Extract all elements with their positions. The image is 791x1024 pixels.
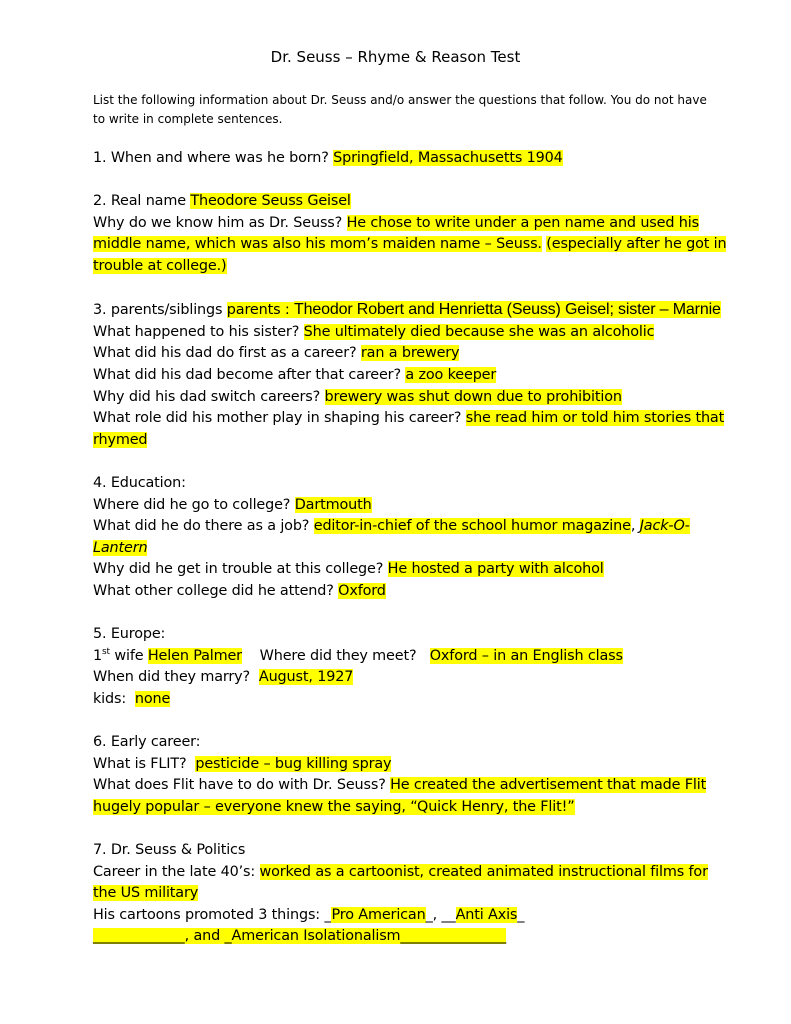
question-text: Career in the late 40’s: bbox=[93, 863, 256, 880]
question-3f bbox=[93, 408, 733, 451]
answer-text: she read him or told him stories that rhymed bbox=[93, 410, 725, 448]
answer-text: Dartmouth bbox=[294, 496, 372, 513]
question-text: What is FLIT? bbox=[93, 755, 187, 772]
question-text: Where did they meet? bbox=[259, 647, 417, 664]
answer-text: worked as a cartoonist, created animated instructional films for the US military bbox=[93, 863, 708, 902]
answer-text: August, 1927 bbox=[258, 669, 354, 686]
section-5-heading: 5. Europe: bbox=[93, 626, 166, 643]
answer-text: He created the advertisement that made Flit hugely popular – everyone knew the saying, “Quick Henry, the Flit!” bbox=[93, 777, 707, 815]
question-text: 3. parents/siblings bbox=[93, 302, 223, 319]
question-7b: His cartoons promoted 3 things: _Pro American_, __Anti Axis_ bbox=[93, 906, 525, 923]
answer-text: a zoo keeper bbox=[405, 366, 497, 383]
answer-text: Theodore Seuss Geisel bbox=[190, 193, 351, 210]
question-text: What did his dad become after that career? bbox=[93, 366, 401, 383]
question-5c bbox=[93, 689, 733, 711]
question-text: Why did his dad switch careers? bbox=[93, 388, 321, 405]
answer-text: (especially after he got in trouble at college.) bbox=[93, 236, 727, 274]
answer-text: ran a brewery bbox=[360, 345, 460, 362]
answer-text: He hosted a party with alcohol bbox=[387, 561, 604, 578]
question-text: His cartoons promoted 3 things: bbox=[93, 906, 320, 923]
question-1 bbox=[93, 148, 733, 170]
question-text: Why did he get in trouble at this college? bbox=[93, 561, 384, 578]
instructions: List the following information about Dr. Seuss and/o answer the questions that follow. You do not have to write in complete sentences. bbox=[93, 93, 707, 126]
question-text: What other college did he attend? bbox=[93, 582, 334, 599]
separator: , bbox=[630, 518, 636, 535]
question-text: 2. Real name bbox=[93, 193, 186, 210]
answer-text: He chose to write under a pen name and used his middle name, which was also his mom’s maiden name – Seuss. bbox=[93, 214, 699, 253]
question-4d bbox=[93, 581, 733, 603]
answer-text: American Isolationalism bbox=[231, 928, 401, 945]
question-text: What role did his mother play in shaping his career? bbox=[93, 410, 462, 427]
question-7c: _____________, and _American Isolationalism_______________ bbox=[93, 928, 507, 945]
question-3c bbox=[93, 343, 733, 365]
question-text: 1. When and where was he born? bbox=[93, 150, 329, 166]
answer-text: Anti Axis bbox=[455, 906, 518, 923]
question-3d bbox=[93, 365, 733, 387]
section-6-heading: 6. Early career: bbox=[93, 734, 201, 751]
answer-text: Oxford – in an English class bbox=[429, 647, 623, 664]
answer-text: parents : bbox=[226, 302, 294, 319]
question-text: What happened to his sister? bbox=[93, 323, 300, 340]
question-text: What does Flit have to do with Dr. Seuss? bbox=[93, 777, 386, 794]
answer-text: none bbox=[134, 690, 171, 707]
answer-text: Oxford bbox=[338, 582, 386, 599]
section-4-heading: 4. Education: bbox=[93, 474, 186, 491]
answer-text: Pro American bbox=[331, 906, 426, 923]
question-text: When did they marry? bbox=[93, 669, 251, 686]
question-3 bbox=[93, 299, 733, 322]
question-6a bbox=[93, 754, 733, 776]
answer-text: editor-in-chief of the school humor magazine bbox=[313, 518, 631, 535]
question-text: Why do we know him as Dr. Seuss? bbox=[93, 214, 343, 231]
answer-text: brewery was shut down due to prohibition bbox=[324, 388, 622, 405]
test-content bbox=[93, 148, 733, 948]
question-6b bbox=[93, 775, 733, 818]
question-4b bbox=[93, 516, 733, 559]
question-7a bbox=[93, 862, 733, 905]
answer-text: Theodor Robert and Henrietta (Seuss) Geisel; sister – Marnie bbox=[293, 301, 721, 319]
answer-text: Springfield, Massachusetts 1904 bbox=[333, 150, 563, 166]
question-3e bbox=[93, 387, 733, 409]
page-title: Dr. Seuss – Rhyme & Reason Test bbox=[270, 48, 521, 66]
question-text: What did his dad do first as a career? bbox=[93, 345, 357, 362]
question-4a bbox=[93, 495, 733, 517]
question-2b bbox=[93, 213, 733, 278]
question-text: kids: bbox=[93, 690, 127, 707]
question-4c bbox=[93, 559, 733, 581]
answer-text: She ultimately died because she was an alcoholic bbox=[303, 323, 655, 340]
question-text: What did he do there as a job? bbox=[93, 518, 310, 535]
answer-text: Helen Palmer bbox=[147, 647, 242, 664]
answer-text: Jack-O-Lantern bbox=[93, 518, 690, 556]
question-text: Where did he go to college? bbox=[93, 496, 291, 513]
question-5a: 1st wife Helen Palmer Where did they meet? Oxford – in an English class bbox=[93, 646, 623, 664]
section-7-heading: 7. Dr. Seuss & Politics bbox=[93, 842, 246, 858]
question-5b bbox=[93, 667, 733, 689]
answer-text: pesticide – bug killing spray bbox=[195, 755, 392, 772]
question-3b bbox=[93, 322, 733, 344]
question-2 bbox=[93, 191, 733, 213]
